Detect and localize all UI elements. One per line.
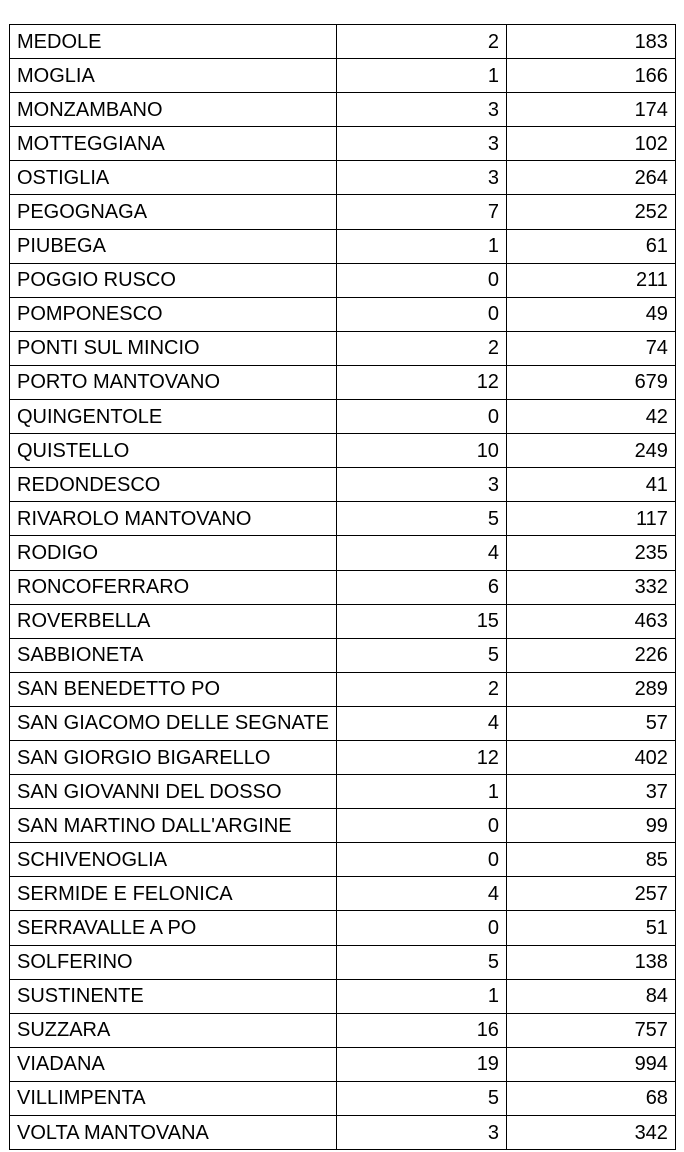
- count-a-cell: 1: [336, 979, 506, 1013]
- count-b-cell: 49: [506, 297, 675, 331]
- count-b-cell: 117: [506, 502, 675, 536]
- municipality-cell: ROVERBELLA: [10, 604, 337, 638]
- municipality-cell: REDONDESCO: [10, 468, 337, 502]
- table-row: [10, 604, 676, 638]
- municipality-cell: MONZAMBANO: [10, 93, 337, 127]
- count-a-cell: 5: [336, 638, 506, 672]
- count-b-cell: 211: [506, 263, 675, 297]
- count-a-cell: 6: [336, 570, 506, 604]
- table-row: [10, 638, 676, 672]
- count-a-cell: 4: [336, 536, 506, 570]
- table-row: [10, 843, 676, 877]
- table-row: [10, 25, 676, 59]
- municipality-cell: SAN GIOVANNI DEL DOSSO: [10, 775, 337, 809]
- count-a-cell: 2: [336, 25, 506, 59]
- table-row: [10, 229, 676, 263]
- municipality-cell: MOTTEGGIANA: [10, 127, 337, 161]
- count-a-cell: 4: [336, 706, 506, 740]
- table-row: [10, 263, 676, 297]
- table-row: [10, 365, 676, 399]
- count-b-cell: 51: [506, 911, 675, 945]
- municipality-cell: RODIGO: [10, 536, 337, 570]
- count-b-cell: 679: [506, 365, 675, 399]
- municipality-cell: QUISTELLO: [10, 434, 337, 468]
- table-row: [10, 502, 676, 536]
- count-b-cell: 174: [506, 93, 675, 127]
- count-b-cell: 994: [506, 1047, 675, 1081]
- table-row: [10, 1047, 676, 1081]
- municipality-cell: RIVAROLO MANTOVANO: [10, 502, 337, 536]
- municipality-cell: POGGIO RUSCO: [10, 263, 337, 297]
- municipality-cell: POMPONESCO: [10, 297, 337, 331]
- count-a-cell: 4: [336, 877, 506, 911]
- count-a-cell: 5: [336, 945, 506, 979]
- count-a-cell: 3: [336, 468, 506, 502]
- table-row: [10, 1081, 676, 1115]
- table-row: [10, 672, 676, 706]
- count-b-cell: 342: [506, 1116, 675, 1150]
- count-b-cell: 226: [506, 638, 675, 672]
- count-a-cell: 10: [336, 434, 506, 468]
- table-row: [10, 434, 676, 468]
- municipality-cell: SABBIONETA: [10, 638, 337, 672]
- count-b-cell: 757: [506, 1013, 675, 1047]
- count-b-cell: 257: [506, 877, 675, 911]
- count-b-cell: 249: [506, 434, 675, 468]
- count-b-cell: 84: [506, 979, 675, 1013]
- count-b-cell: 252: [506, 195, 675, 229]
- table-row: [10, 127, 676, 161]
- table-row: [10, 877, 676, 911]
- table-row: [10, 911, 676, 945]
- table-row: [10, 536, 676, 570]
- count-b-cell: 138: [506, 945, 675, 979]
- municipality-cell: PIUBEGA: [10, 229, 337, 263]
- municipality-cell: PEGOGNAGA: [10, 195, 337, 229]
- count-a-cell: 15: [336, 604, 506, 638]
- table-row: [10, 468, 676, 502]
- count-a-cell: 12: [336, 365, 506, 399]
- table-row: [10, 570, 676, 604]
- municipality-cell: VOLTA MANTOVANA: [10, 1116, 337, 1150]
- municipality-cell: VIADANA: [10, 1047, 337, 1081]
- count-b-cell: 37: [506, 775, 675, 809]
- count-a-cell: 2: [336, 672, 506, 706]
- count-a-cell: 0: [336, 297, 506, 331]
- municipality-cell: VILLIMPENTA: [10, 1081, 337, 1115]
- table-row: [10, 775, 676, 809]
- table-row: [10, 1116, 676, 1150]
- table-row: [10, 1013, 676, 1047]
- municipality-cell: SCHIVENOGLIA: [10, 843, 337, 877]
- count-a-cell: 0: [336, 911, 506, 945]
- table-row: [10, 195, 676, 229]
- count-a-cell: 3: [336, 161, 506, 195]
- municipality-cell: QUINGENTOLE: [10, 400, 337, 434]
- table-row: [10, 706, 676, 740]
- count-a-cell: 1: [336, 59, 506, 93]
- municipality-cell: SAN GIORGIO BIGARELLO: [10, 740, 337, 774]
- count-b-cell: 74: [506, 331, 675, 365]
- count-b-cell: 41: [506, 468, 675, 502]
- municipality-cell: SAN MARTINO DALL'ARGINE: [10, 809, 337, 843]
- count-a-cell: 1: [336, 229, 506, 263]
- table-row: [10, 945, 676, 979]
- table-row: [10, 297, 676, 331]
- count-a-cell: 3: [336, 93, 506, 127]
- municipality-cell: PORTO MANTOVANO: [10, 365, 337, 399]
- municipality-cell: SAN GIACOMO DELLE SEGNATE: [10, 706, 337, 740]
- count-a-cell: 12: [336, 740, 506, 774]
- municipality-cell: PONTI SUL MINCIO: [10, 331, 337, 365]
- count-b-cell: 102: [506, 127, 675, 161]
- count-a-cell: 16: [336, 1013, 506, 1047]
- count-a-cell: 19: [336, 1047, 506, 1081]
- count-a-cell: 5: [336, 1081, 506, 1115]
- table-row: [10, 979, 676, 1013]
- count-b-cell: 332: [506, 570, 675, 604]
- count-a-cell: 7: [336, 195, 506, 229]
- municipality-cell: SERMIDE E FELONICA: [10, 877, 337, 911]
- municipality-cell: MEDOLE: [10, 25, 337, 59]
- municipality-cell: SOLFERINO: [10, 945, 337, 979]
- municipality-cell: RONCOFERRARO: [10, 570, 337, 604]
- count-a-cell: 0: [336, 809, 506, 843]
- count-b-cell: 463: [506, 604, 675, 638]
- count-b-cell: 99: [506, 809, 675, 843]
- municipality-cell: MOGLIA: [10, 59, 337, 93]
- table-row: [10, 809, 676, 843]
- count-b-cell: 264: [506, 161, 675, 195]
- table-row: [10, 331, 676, 365]
- municipality-cell: SUSTINENTE: [10, 979, 337, 1013]
- municipality-cell: SERRAVALLE A PO: [10, 911, 337, 945]
- count-b-cell: 235: [506, 536, 675, 570]
- count-a-cell: 3: [336, 1116, 506, 1150]
- municipality-cell: SAN BENEDETTO PO: [10, 672, 337, 706]
- count-b-cell: 42: [506, 400, 675, 434]
- count-a-cell: 5: [336, 502, 506, 536]
- count-b-cell: 402: [506, 740, 675, 774]
- table-row: [10, 93, 676, 127]
- municipality-cell: OSTIGLIA: [10, 161, 337, 195]
- count-b-cell: 61: [506, 229, 675, 263]
- table-row: [10, 59, 676, 93]
- table-body: [10, 25, 676, 1150]
- data-table: [9, 24, 676, 1150]
- count-a-cell: 1: [336, 775, 506, 809]
- table-row: [10, 400, 676, 434]
- count-a-cell: 0: [336, 400, 506, 434]
- count-b-cell: 68: [506, 1081, 675, 1115]
- count-a-cell: 3: [336, 127, 506, 161]
- count-b-cell: 85: [506, 843, 675, 877]
- table-row: [10, 161, 676, 195]
- count-b-cell: 289: [506, 672, 675, 706]
- count-b-cell: 57: [506, 706, 675, 740]
- count-a-cell: 2: [336, 331, 506, 365]
- table-row: [10, 740, 676, 774]
- count-a-cell: 0: [336, 263, 506, 297]
- municipality-cell: SUZZARA: [10, 1013, 337, 1047]
- count-a-cell: 0: [336, 843, 506, 877]
- count-b-cell: 183: [506, 25, 675, 59]
- count-b-cell: 166: [506, 59, 675, 93]
